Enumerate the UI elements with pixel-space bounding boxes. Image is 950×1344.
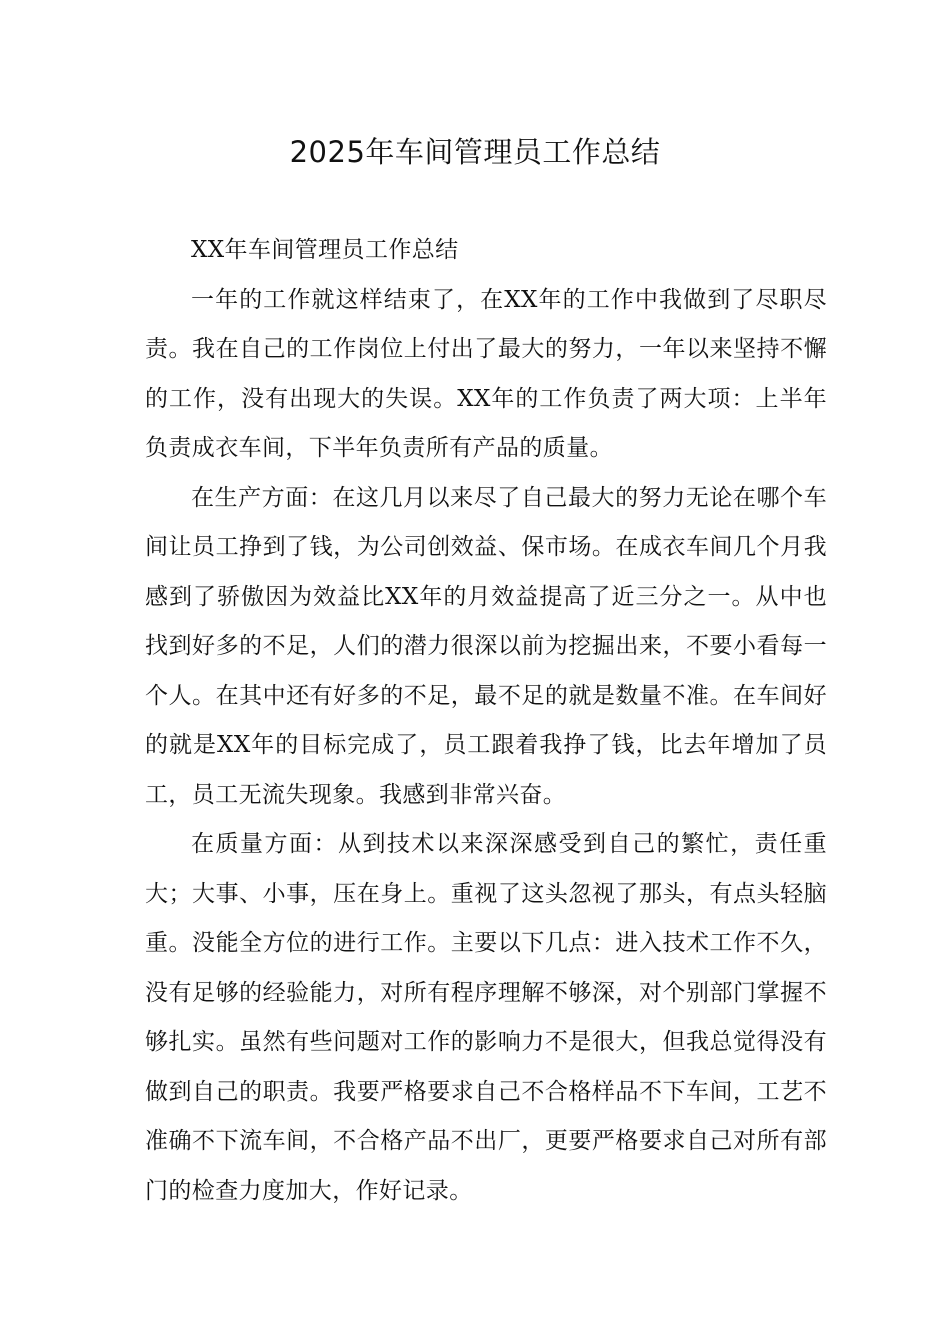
paragraph-subtitle: XX年车间管理员工作总结 (191, 237, 459, 263)
document-body (145, 226, 827, 1216)
paragraph-intro: 一年的工作就这样结束了，在XX年的工作中我做到了尽职尽责。我在自己的工作岗位上付出了最大的努力，一年以来坚持不懈的工作，没有出现大的失误。XX年的工作负责了两大项：上半年负责成衣车间，下半年负责所有产品的质量。 (145, 286, 827, 461)
paragraph-quality: 在质量方面：从到技术以来深深感受到自己的繁忙，责任重大；大事、小事，压在身上。重视了这头忽视了那头，有点头轻脑重。没能全方位的进行工作。主要以下几点：进入技术工作不久，没有足够的经验能力，对所有程序理解不够深，对个别部门掌握不够扎实。虽然有些问题对工作的影响力不是很大，但我总觉得没有做到自己的职责。我要严格要求自己不合格样品不下车间，工艺不准确不下流车间，不合格产品不出厂，更要严格要求自己对所有部门的检查力度加大，作好记录。 (145, 831, 827, 1204)
paragraph-production: 在生产方面：在这几月以来尽了自己最大的努力无论在哪个车间让员工挣到了钱，为公司创效益、保市场。在成衣车间几个月我感到了骄傲因为效益比XX年的月效益提高了近三分之一。从中也找到好多的不足，人们的潜力很深以前为挖掘出来，不要小看每一个人。在其中还有好多的不足，最不足的就是数量不准。在车间好的就是XX年的目标完成了，员工跟着我挣了钱，比去年增加了员工，员工无流失现象。我感到非常兴奋。 (145, 484, 827, 808)
document-title: 2025年车间管理员工作总结 (289, 135, 661, 169)
